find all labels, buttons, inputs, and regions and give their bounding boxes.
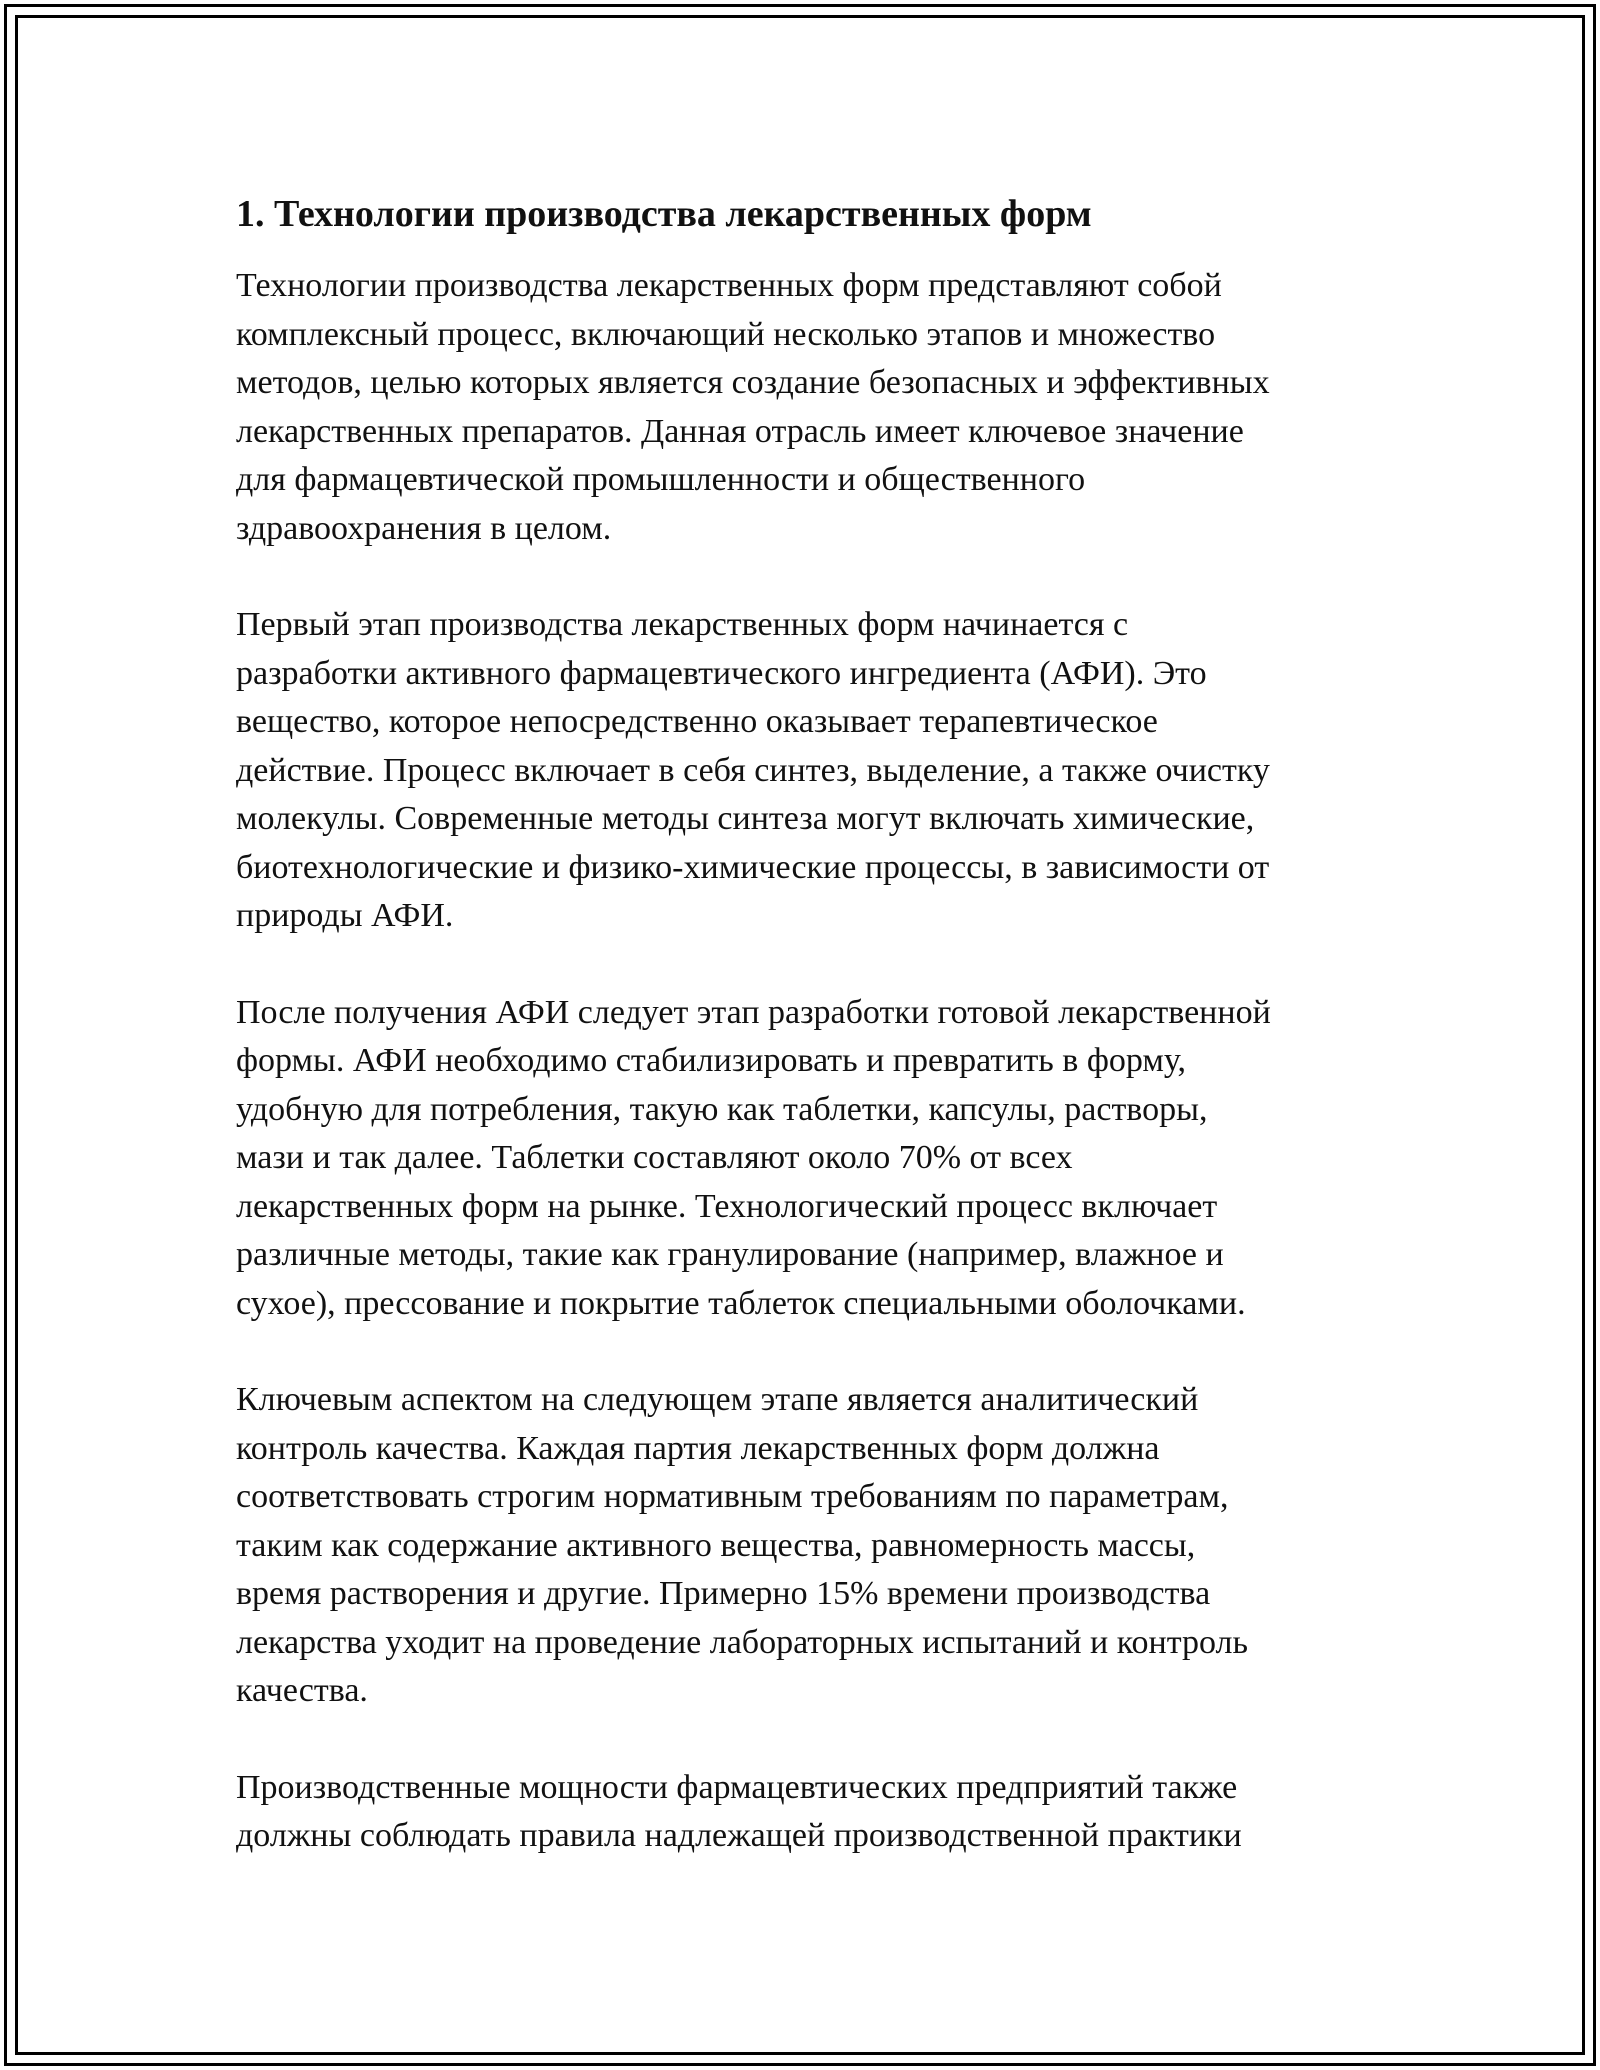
text-line: биотехнологические и физико-химические процессы, в зависимости от: [236, 848, 1270, 886]
document-body: [236, 186, 1386, 1909]
text-line: методов, целью которых является создание безопасных и эффективных: [236, 364, 1270, 401]
text-line: молекулы. Современные методы синтеза могут включать химические,: [236, 800, 1255, 837]
text-line: здравоохранения в целом.: [236, 509, 612, 547]
paragraph-quality-control: [236, 1376, 1386, 1716]
text-line: Первый этап производства лекарственных форм начинается с: [236, 606, 1129, 643]
text-line: сухое), прессование и покрытие таблеток специальными оболочками.: [236, 1284, 1246, 1322]
paragraph-dosage-form: [236, 989, 1386, 1329]
text-line: формы. АФИ необходимо стабилизировать и превратить в форму,: [236, 1042, 1186, 1079]
paragraph-gmp: [236, 1764, 1386, 1861]
section-heading: 1. Технологии производства лекарственных форм: [236, 193, 1092, 235]
text-line: различные методы, такие как гранулирование (например, влажное и: [236, 1236, 1224, 1273]
text-line: лекарственных препаратов. Данная отрасль имеет ключевое значение: [236, 412, 1244, 450]
text-line: разработки активного фармацевтического ингредиента (АФИ). Это: [236, 654, 1207, 692]
paragraph-intro: [236, 262, 1386, 553]
text-line: вещество, которое непосредственно оказывает терапевтическое: [236, 703, 1158, 740]
text-line: удобную для потребления, такую как таблетки, капсулы, растворы,: [236, 1090, 1208, 1128]
paragraph-api-development: [236, 601, 1386, 941]
text-line: лекарственных форм на рынке. Технологический процесс включает: [236, 1187, 1218, 1225]
text-line: таким как содержание активного вещества, равномерность массы,: [236, 1526, 1196, 1564]
text-line: должны соблюдать правила надлежащей производственной практики: [236, 1817, 1242, 1854]
text-line: качества.: [236, 1672, 368, 1709]
text-line: Технологии производства лекарственных форм представляют собой: [236, 267, 1222, 304]
text-line: мази и так далее. Таблетки составляют около 70% от всех: [236, 1139, 1073, 1176]
text-line: природы АФИ.: [236, 897, 454, 934]
text-line: для фармацевтической промышленности и общественного: [236, 461, 1086, 498]
text-line: лекарства уходит на проведение лабораторных испытаний и контроль: [236, 1623, 1248, 1661]
text-line: соответствовать строгим нормативным требованиям по параметрам,: [236, 1478, 1229, 1515]
text-line: время растворения и другие. Примерно 15% времени производства: [236, 1575, 1211, 1612]
text-line: действие. Процесс включает в себя синтез, выделение, а также очистку: [236, 751, 1270, 789]
text-line: комплексный процесс, включающий несколько этапов и множество: [236, 315, 1216, 353]
text-line: контроль качества. Каждая партия лекарственных форм должна: [236, 1429, 1160, 1467]
text-line: После получения АФИ следует этап разработки готовой лекарственной: [236, 993, 1271, 1031]
text-line: Ключевым аспектом на следующем этапе является аналитический: [236, 1381, 1199, 1418]
text-line: Производственные мощности фармацевтических предприятий также: [236, 1768, 1238, 1806]
